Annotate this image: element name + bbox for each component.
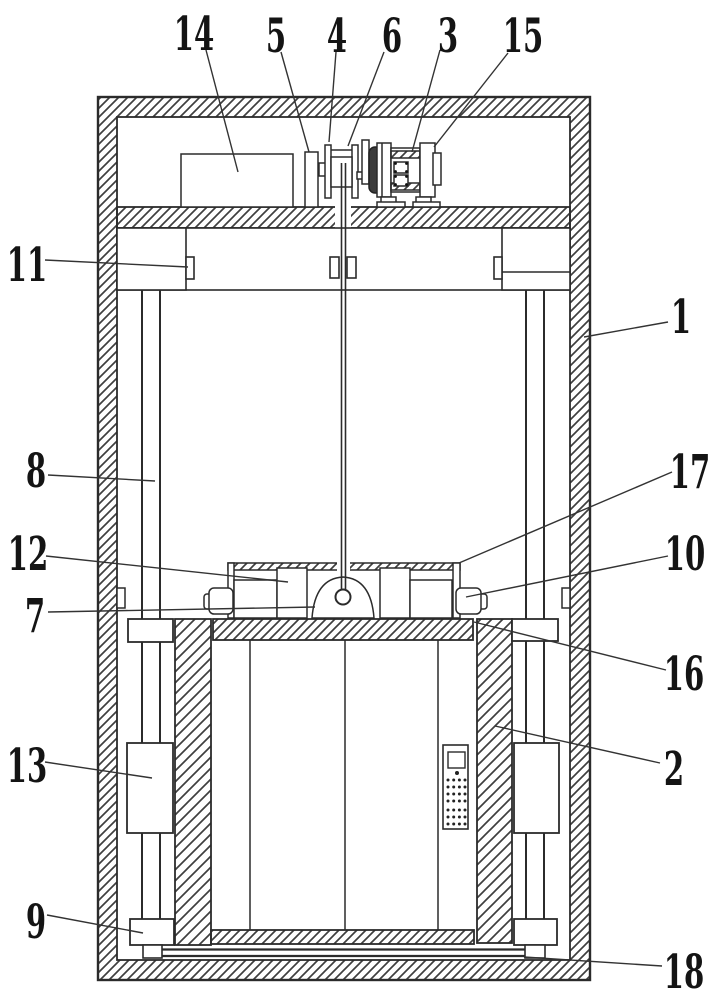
motor-end-plate-left [377,143,391,197]
support-beam [117,228,570,290]
beam-end-box-right [502,228,570,290]
callout-2-text: 2 [663,741,685,798]
callout-15 [503,9,544,64]
callout-5-text: 5 [265,8,287,65]
elevator-car [175,619,512,945]
buffer-rails [162,950,527,957]
sheave-flange-left [325,145,331,198]
callout-7-text: 7 [24,588,46,645]
machine-room [181,140,441,207]
crosshead-block-c [380,568,410,618]
callout-4 [327,9,347,64]
motor-winding-top [391,151,420,158]
callout-17 [670,445,711,500]
drive-motor [362,140,441,207]
callout-13-text: 13 [6,738,48,795]
beam-end-box-left [117,228,186,290]
rope-guide-left [330,257,339,278]
callout-6 [382,9,402,64]
callout-18 [664,945,705,1000]
traction-sheave [325,145,363,198]
leader-1 [584,322,668,337]
leader-17 [459,472,672,563]
callout-11 [7,238,48,293]
counterweight-left [127,743,173,833]
motor-shaft-cap [433,153,441,185]
rope-guide-right [347,257,356,278]
callout-16-text: 16 [663,646,705,703]
callout-3 [438,9,458,64]
rail-hanger-left [186,257,194,279]
car-roof-slab [213,619,473,640]
rail-foot-right [514,919,557,945]
callout-14-text: 14 [173,6,215,63]
motor-base-left [377,202,405,207]
crosshead-block-a [234,580,277,618]
guide-roller-left [209,588,233,614]
callout-15-text: 15 [502,8,544,65]
hitch-pin [336,590,351,605]
car-operating-panel [443,745,468,829]
callout-3-text: 3 [437,8,459,65]
motor-base-right [413,202,440,207]
leader-9 [47,915,143,933]
callout-9 [26,895,46,950]
wall-bracket-left [117,588,125,608]
callout-17-text: 17 [669,444,711,501]
callout-4-text: 4 [326,8,348,65]
rail-foot-pad-right [525,945,545,958]
callout-12 [8,527,49,582]
callout-2 [664,742,684,797]
rope-slot [335,205,351,230]
counterweight-right [514,743,559,833]
crosshead-block-d [410,580,452,618]
coupling-disc [362,140,369,184]
callout-6-text: 6 [381,8,403,65]
callout-12-text: 12 [7,526,49,583]
control-cabinet [181,154,293,207]
callout-7 [25,589,45,644]
callout-16 [664,647,705,702]
guide-roller-right [456,588,481,614]
callout-8 [26,444,46,499]
callout-1-text: 1 [670,289,692,346]
machine-room-floor [117,205,570,230]
callout-13 [7,739,48,794]
callout-8-text: 8 [25,443,47,500]
car-floor-slab [211,930,474,944]
callout-10 [665,527,706,582]
wall-bracket-right [562,588,570,608]
callout-1 [671,290,691,345]
rail-foot-pad-left [143,945,162,958]
cop-keyhole [455,771,459,775]
car-door-panels [250,640,438,930]
car-wall-right [477,619,512,943]
cop-display [448,752,465,768]
crosshead-block-b [277,568,307,618]
sheave-support-plate [305,152,318,207]
car-wall-left [175,619,211,945]
upper-guide-shoe-left [128,619,173,642]
callout-10-text: 10 [664,526,706,583]
crosshead-rope-gap [337,561,350,571]
rail-hanger-right [494,257,502,279]
callout-18-text: 18 [663,944,705,1000]
callout-14 [174,7,215,62]
callout-11-text: 11 [6,237,48,294]
callout-9-text: 9 [25,894,47,951]
callout-5 [266,9,286,64]
